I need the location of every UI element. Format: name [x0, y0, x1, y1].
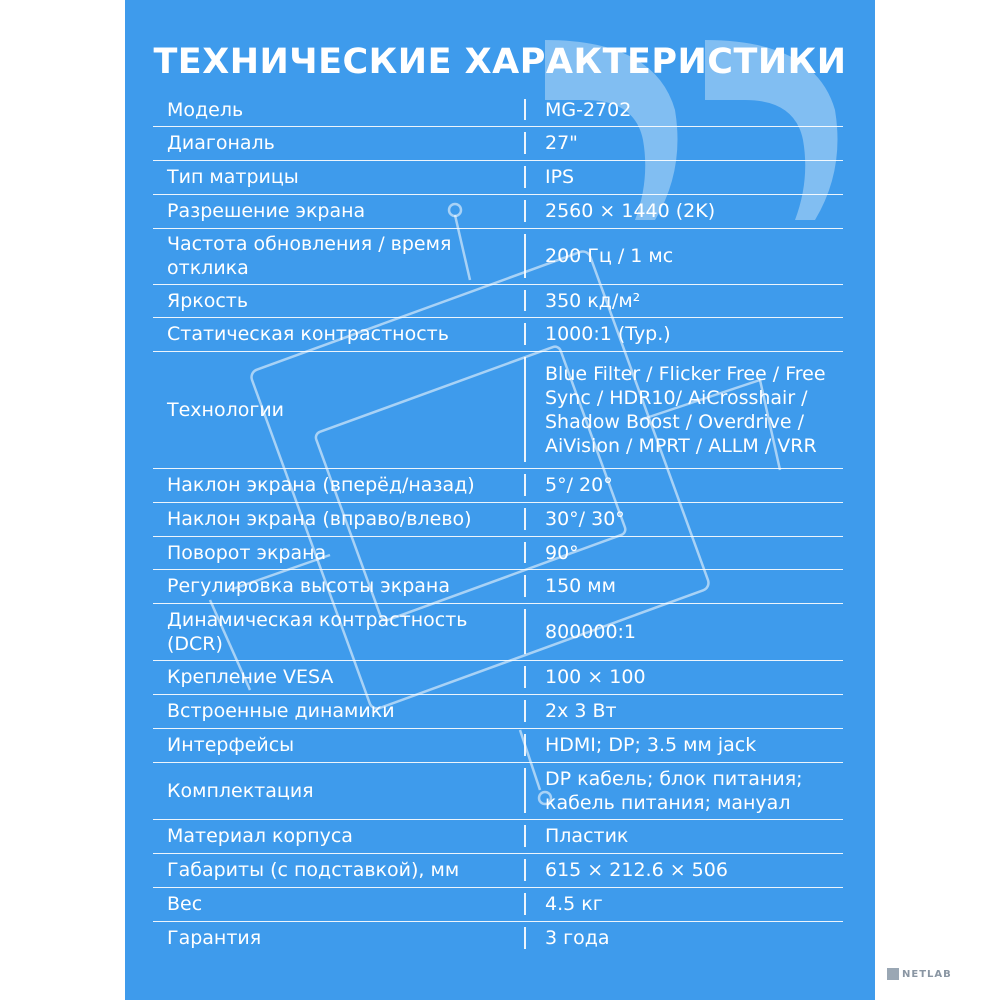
spec-label: Гарантия [167, 927, 262, 949]
spec-label: Крепление VESA [167, 666, 334, 688]
spec-value: 100 × 100 [545, 666, 646, 688]
spec-value: 30°/ 30° [545, 508, 625, 530]
column-divider [524, 734, 526, 756]
column-divider [524, 323, 526, 345]
spec-label: Вес [167, 893, 203, 915]
spec-value: DP кабель; блок питания; кабель питания; мануал [545, 767, 803, 814]
netlab-logo-text: NETLAB [902, 968, 952, 980]
column-divider [524, 666, 526, 688]
spec-label: Интерфейсы [167, 734, 295, 756]
spec-label: Частота обновления / время отклика [167, 233, 452, 279]
spec-label: Технологии [167, 398, 285, 421]
spec-value: 150 мм [545, 575, 616, 597]
column-divider [524, 166, 526, 188]
column-divider [524, 700, 526, 722]
spec-value: 350 кд/м² [545, 289, 641, 312]
spec-label: Комплектация [167, 779, 314, 802]
spec-label: Материал корпуса [167, 825, 353, 847]
spec-row [153, 468, 843, 503]
spec-row [153, 819, 843, 854]
column-divider [524, 927, 526, 949]
spec-value: 2x 3 Вт [545, 700, 617, 722]
spec-label: Разрешение экрана [167, 200, 366, 222]
spec-row [153, 93, 843, 127]
page-title: ТЕХНИЧЕСКИЕ ХАРАКТЕРИСТИКИ [153, 42, 847, 82]
netlab-logo [887, 968, 952, 980]
spec-row [153, 762, 843, 820]
column-divider [524, 575, 526, 597]
spec-value: Blue Filter / Flicker Free / Free Sync / HDR10/ AiCrosshair / Shadow Boost / Overdrive / AiVision / MPRT / ALLM / VRR [545, 362, 826, 457]
spec-value: 90° [545, 541, 579, 564]
spec-row [153, 502, 843, 537]
spec-panel [125, 0, 875, 1000]
column-divider [524, 234, 526, 278]
spec-label: Наклон экрана (вперёд/назад) [167, 474, 475, 496]
spec-value: 4.5 кг [545, 893, 603, 915]
spec-row [153, 853, 843, 888]
column-divider [524, 825, 526, 847]
spec-label: Поворот экрана [167, 541, 327, 564]
spec-row [153, 603, 843, 661]
column-divider [524, 290, 526, 311]
spec-label: Наклон экрана (вправо/влево) [167, 508, 472, 530]
spec-row [153, 351, 843, 469]
spec-label: Динамическая контрастность (DCR) [167, 608, 468, 655]
spec-label: Габариты (с подставкой), мм [167, 859, 460, 881]
spec-row [153, 126, 843, 161]
spec-label: Яркость [167, 289, 249, 312]
spec-row [153, 536, 843, 570]
column-divider [524, 99, 526, 120]
column-divider [524, 542, 526, 563]
spec-row [153, 728, 843, 763]
spec-row [153, 694, 843, 729]
spec-row [153, 284, 843, 318]
spec-label: Диагональ [167, 132, 275, 154]
spec-row [153, 887, 843, 922]
column-divider [524, 508, 526, 530]
spec-label: Статическая контрастность [167, 323, 449, 345]
column-divider [524, 768, 526, 813]
spec-label: Модель [167, 98, 244, 121]
column-divider [524, 132, 526, 154]
column-divider [524, 357, 526, 462]
spec-row [153, 160, 843, 195]
spec-value: 200 Гц / 1 мс [545, 245, 674, 267]
spec-row [153, 921, 843, 955]
spec-value: 615 × 212.6 × 506 [545, 859, 728, 881]
netlab-logo-icon [887, 968, 899, 980]
spec-value: MG-2702 [545, 98, 632, 121]
spec-value: HDMI; DP; 3.5 мм jack [545, 734, 757, 756]
spec-row [153, 660, 843, 695]
spec-value: 5°/ 20° [545, 474, 613, 496]
spec-row [153, 317, 843, 352]
spec-value: 800000:1 [545, 620, 637, 643]
spec-value: 3 года [545, 927, 610, 949]
spec-row [153, 228, 843, 285]
spec-row [153, 194, 843, 229]
spec-value: 27" [545, 132, 578, 154]
spec-row [153, 569, 843, 604]
column-divider [524, 474, 526, 496]
spec-label: Регулировка высоты экрана [167, 575, 450, 597]
spec-label: Встроенные динамики [167, 700, 395, 722]
column-divider [524, 893, 526, 915]
column-divider [524, 609, 526, 654]
spec-label: Тип матрицы [167, 166, 299, 188]
spec-value: Пластик [545, 825, 629, 847]
column-divider [524, 200, 526, 222]
column-divider [524, 859, 526, 881]
spec-value: 2560 × 1440 (2K) [545, 200, 716, 222]
spec-value: IPS [545, 166, 575, 188]
spec-value: 1000:1 (Typ.) [545, 323, 671, 345]
